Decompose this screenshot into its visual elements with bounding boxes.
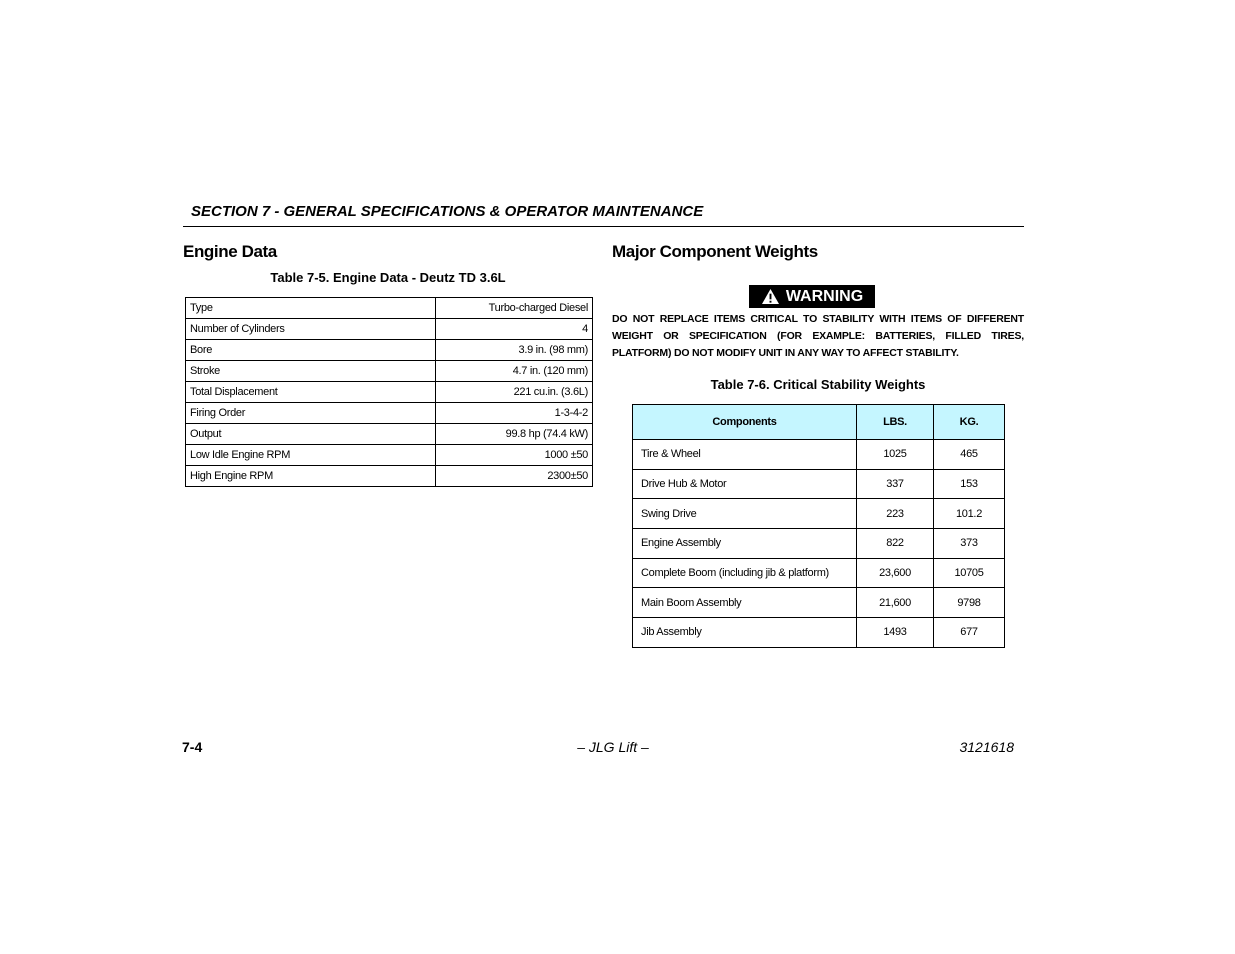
table-row (186, 361, 593, 382)
table-row (186, 298, 593, 319)
row-label: Total Displacement (186, 382, 436, 403)
table-row (633, 588, 1005, 618)
table-row (186, 424, 593, 445)
lbs-cell: 23,600 (857, 558, 934, 588)
row-value: Turbo-charged Diesel (436, 298, 593, 319)
column-header-lbs: LBS. (857, 405, 934, 440)
kg-cell: 10705 (934, 558, 1005, 588)
table-row (633, 440, 1005, 470)
kg-cell: 9798 (934, 588, 1005, 618)
critical-stability-weights-table (632, 404, 1005, 648)
component-cell: Complete Boom (including jib & platform) (633, 558, 857, 588)
kg-cell: 101.2 (934, 499, 1005, 529)
engine-data-heading: Engine Data (183, 242, 277, 261)
component-cell: Engine Assembly (633, 529, 857, 559)
lbs-cell: 822 (857, 529, 934, 559)
engine-data-table (185, 297, 593, 487)
column-header-kg: KG. (934, 405, 1005, 440)
row-label: Number of Cylinders (186, 319, 436, 340)
lbs-cell: 1493 (857, 618, 934, 648)
column-header-components: Components (633, 405, 857, 440)
row-label: Low Idle Engine RPM (186, 445, 436, 466)
lbs-cell: 21,600 (857, 588, 934, 618)
row-label: Type (186, 298, 436, 319)
table-row (186, 445, 593, 466)
row-label: Stroke (186, 361, 436, 382)
warning-text: DO NOT REPLACE ITEMS CRITICAL TO STABILITY WITH ITEMS OF DIFFERENT WEIGHT OR SPECIFICATION (FOR EXAMPLE: BATTERIES, FILLED TIRES, PLATFORM) DO NOT MODIFY UNIT IN ANY WAY TO AFFECT STABILITY. (612, 313, 1024, 359)
kg-cell: 677 (934, 618, 1005, 648)
lbs-cell: 223 (857, 499, 934, 529)
row-value: 2300±50 (436, 466, 593, 487)
weights-table-caption: Table 7-6. Critical Stability Weights (710, 377, 926, 392)
row-label: Bore (186, 340, 436, 361)
row-label: High Engine RPM (186, 466, 436, 487)
row-value: 99.8 hp (74.4 kW) (436, 424, 593, 445)
warning-banner (749, 285, 875, 308)
warning-label: WARNING (785, 287, 864, 305)
warning-triangle-icon (761, 288, 780, 305)
table-row (186, 340, 593, 361)
kg-cell: 373 (934, 529, 1005, 559)
lbs-cell: 337 (857, 469, 934, 499)
table-row (186, 382, 593, 403)
row-value: 3.9 in. (98 mm) (436, 340, 593, 361)
table-row (633, 469, 1005, 499)
component-cell: Swing Drive (633, 499, 857, 529)
component-cell: Main Boom Assembly (633, 588, 857, 618)
engine-table-caption: Table 7-5. Engine Data - Deutz TD 3.6L (270, 270, 506, 285)
component-cell: Tire & Wheel (633, 440, 857, 470)
document-number: 3121618 (959, 739, 1014, 755)
table-row (186, 466, 593, 487)
table-row (633, 618, 1005, 648)
component-weights-heading: Major Component Weights (612, 242, 818, 261)
table-row (633, 558, 1005, 588)
table-row (186, 319, 593, 340)
kg-cell: 465 (934, 440, 1005, 470)
row-value: 1000 ±50 (436, 445, 593, 466)
header-divider (183, 226, 1024, 227)
kg-cell: 153 (934, 469, 1005, 499)
table-header-row (633, 405, 1005, 440)
row-label: Firing Order (186, 403, 436, 424)
row-value: 4.7 in. (120 mm) (436, 361, 593, 382)
row-value: 1-3-4-2 (436, 403, 593, 424)
table-row (186, 403, 593, 424)
table-row (633, 499, 1005, 529)
row-value: 4 (436, 319, 593, 340)
table-row (633, 529, 1005, 559)
lbs-cell: 1025 (857, 440, 934, 470)
page-number: 7-4 (182, 739, 203, 755)
footer-title: – JLG Lift – (577, 739, 649, 755)
section-header: SECTION 7 - GENERAL SPECIFICATIONS & OPERATOR MAINTENANCE (191, 203, 704, 220)
component-cell: Drive Hub & Motor (633, 469, 857, 499)
row-value: 221 cu.in. (3.6L) (436, 382, 593, 403)
row-label: Output (186, 424, 436, 445)
component-cell: Jib Assembly (633, 618, 857, 648)
